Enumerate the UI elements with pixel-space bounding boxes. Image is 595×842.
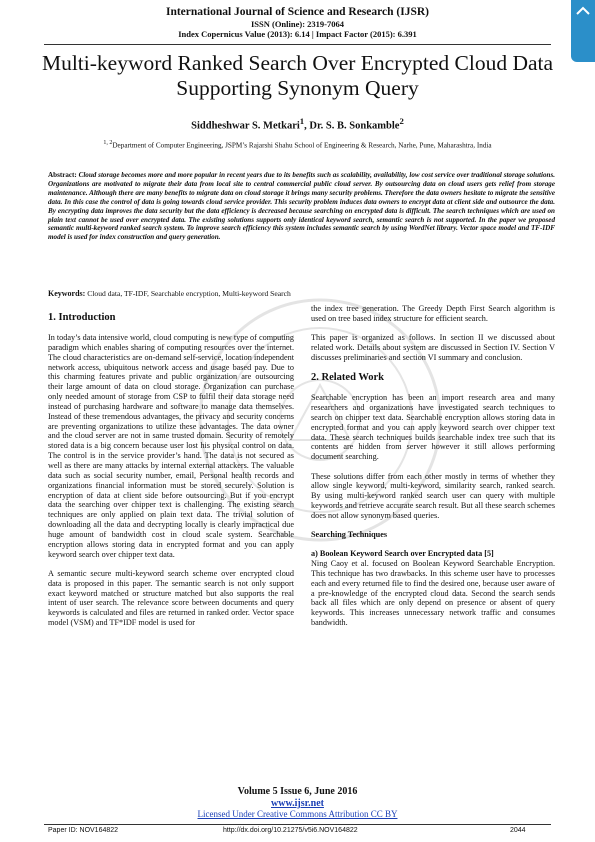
boolean-search-heading: a) Boolean Keyword Search over Encrypted data [5] xyxy=(311,549,494,559)
header-rule xyxy=(44,44,551,45)
section-1-heading: 1. Introduction xyxy=(48,312,116,323)
doi-link[interactable]: http://dx.doi.org/10.21275/v5i6.NOV164822 xyxy=(223,827,358,834)
author-2: Dr. S. B. Sonkamble xyxy=(309,120,400,132)
related-paragraph-1: Searchable encryption has been an import research area and many researchers and organizations have investigated search techniques to search on chipper text data. Searchable encryption allows storing data in encrypted format and you can apply keyword search over chipper text data. These search techniques builds searchable index tree such that its contents are hidden from server however it still allows performing document searching. xyxy=(311,393,555,462)
intro-paragraph-3: the index tree generation. The Greedy Depth First Search algorithm is used on tree based index structure for efficient search. xyxy=(311,304,555,323)
abstract xyxy=(48,171,555,242)
author-2-sup: 2 xyxy=(399,116,404,126)
chevron-up-icon xyxy=(576,6,590,16)
keywords-label: Keywords: xyxy=(48,289,86,298)
page-number: 2044 xyxy=(510,827,526,834)
section-2-heading: 2. Related Work xyxy=(311,372,385,384)
searching-techniques-heading: Searching Techniques xyxy=(311,530,388,540)
paper-title: Multi-keyword Ranked Search Over Encrypted Cloud Data Supporting Synonym Query xyxy=(41,51,554,100)
abstract-text: Cloud storage becomes more and more popular in recent years due to its benefits such as scalability, availability, low cost service over traditional storage solutions. Organizations are motivated to migrate their data from local site to central commercial public cloud server. By outsourcing data on cloud users gets relief from storage maintenance. Although there are many benefits to migrate data on cloud storage it brings many security problems. Therefore the data owners hesitate to migrate the sensitive data. In this case the control of data is going towards cloud service provider. This security problem induces data owners to encrypt data at client side and outsource the data. By encrypting data improves the data security but the data efficiency is decreased because searching on encrypted data is difficult. The search techniques which are used on plain text cannot be used over encrypted data. The existing solutions supports only identical keyword search, semantic search is not supported. In the paper we proposed semantic multi-keyword ranked search system. To improve search efficiency this system includes semantic search by using WordNet library. Vector space model and TF-IDF model is used for index construction and query generation. xyxy=(48,171,555,242)
affiliation-text: Department of Computer Engineering, JSPM’s Rajarshi Shahu School of Engineering & Research, Narhe, Pune, Maharashtra, India xyxy=(112,141,492,150)
intro-paragraph-1: In today’s data intensive world, cloud computing is new type of computing paradigm which enables sharing of computing resources over the internet. The cloud characteristics are on-demand self-service, location independent network access, ubiquitous network access and usage based pay. Due to this charming features private and public organization are outsourcing their large amount of data on cloud storage. Organization can purchase only needed amount of storage from CSP to fulfil their data storage need instead of purchasing hardware and software to manage data themselves. Instead of these tremendous advantages, the privacy and security concerns are preventing organizations to utilize these advantages. The data owner and the cloud server are not in same trusted domain. Security of remotely stored data is a big concern because user lost his physical control on data. The control is in the service provider’s hand. The data is not secured as well as there are many attacks by internal external attackers. The valuable data such as social security number, email, Personal health records and organizations financial information must be stored securely. Solution is encryption of data at client side before outsourcing. But if you encrypt data the searching over chipper text is challenging. The existing search techniques are only applied on plain text data. The trivial solution of downloading all the data and decrypting locally is clearly impractical due huge amount of bandwidth cost in cloud scale system. Searchable encryption allows storing data in encrypted format and you can apply keyword search over chipper text data. xyxy=(48,333,294,559)
footer-rule xyxy=(44,824,551,825)
license-link[interactable]: Licensed Under Creative Commons Attribution CC BY xyxy=(197,809,398,819)
side-tab xyxy=(571,0,595,62)
journal-header xyxy=(0,6,595,39)
authors: Siddheshwar S. Metkari$^1$, Dr. S. B. Sonkamble$^2$ xyxy=(191,116,404,132)
intro-paragraph-2: A semantic secure multi-keyword search scheme over encrypted cloud data is proposed in this paper. The semantic search is not only support exact keyword matched or structure matched but also supports the real intent of user search. The relevance score between documents and query keywords is calculated and files are returned in ranked order. Vector space model (VSM) and TF*IDF model is used for xyxy=(48,568,294,628)
column-right xyxy=(311,304,555,637)
abstract-label: Abstract: xyxy=(48,171,77,179)
keywords xyxy=(48,289,555,298)
column-left xyxy=(48,312,294,637)
journal-issn: ISSN (Online): 2319-7064 xyxy=(250,19,345,29)
journal-index: Index Copernicus Value (2013): 6.14 | Impact Factor (2015): 6.391 xyxy=(178,29,417,39)
journal-name: International Journal of Science and Research (IJSR) xyxy=(165,6,429,18)
related-paragraph-3: Ning Caoy et al. focused on Boolean Keyword Searchable Encryption. This technique has two drawbacks. In this scheme user have to processes each and every returned file to find the desired one, because user aware of a pre-knowledge of the encrypted cloud data. Second the search sends back all files which are only depend on presence or absent of query keywords. This increases unnecessary network traffic and consumes bandwidth. xyxy=(311,559,555,628)
author-1-sup: 1 xyxy=(299,116,305,126)
affiliation xyxy=(30,139,565,150)
page-footer xyxy=(0,786,595,825)
keywords-text: Cloud data, TF-IDF, Searchable encryption, Multi-keyword Search xyxy=(87,289,291,298)
author-1: Siddheshwar S. Metkari xyxy=(191,120,300,132)
intro-paragraph-4: This paper is organized as follows. In section II we discussed about related work. Details about system are discussed in Section IV. Section V discusses preliminaries and section VI summary and conclusion. xyxy=(311,333,555,362)
volume-info: Volume 5 Issue 6, June 2016 xyxy=(237,786,358,797)
related-paragraph-2: These solutions differ from each other mostly in terms of whether they allow single keyword, multi-keyword, similarity search, ranked search. By using multi-keyword ranked search user can query with multiple keywords and retrieve accurate search result. But all these search schemes does not allow synonym based queries. xyxy=(311,471,555,520)
journal-site-link[interactable]: www.ijsr.net xyxy=(271,798,324,809)
paper-id: Paper ID: NOV164822 xyxy=(48,827,119,834)
affiliation-sup: 1, 2 xyxy=(103,140,113,146)
